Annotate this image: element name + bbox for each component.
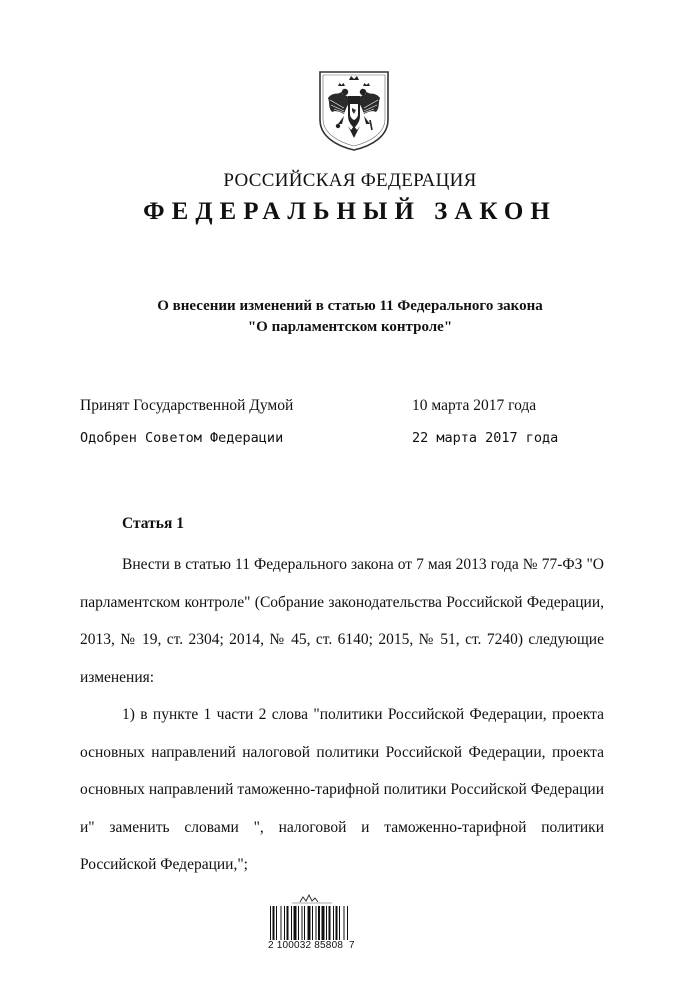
- duma-adoption-date: 10 марта 2017 года: [412, 397, 537, 414]
- barcode-number: 2 100032 85808 7: [268, 940, 355, 951]
- article-paragraph-2: 1) в пункте 1 части 2 слова "политики Российской Федерации, проекта основных направлений налоговой политики Российской Федерации, проекта основных направлений таможенно-тарифной политики Российской Федерации и" заменить словами ", налоговой и таможенно-тарифной политики Российской Федерации,";: [80, 706, 604, 873]
- barcode: [268, 894, 378, 954]
- document-type-heading: ФЕДЕРАЛЬНЫЙ ЗАКОН: [143, 198, 557, 225]
- article-body: [80, 546, 604, 884]
- council-approval-date: 22 марта 2017 года: [412, 430, 559, 446]
- adoption-row-duma: [80, 397, 640, 417]
- article-paragraph-1: Внести в статью 11 Федерального закона от 7 мая 2013 года № 77-ФЗ "О парламентском контроле" (Собрание законодательства Российской Федерации, 2013, № 19, ст. 2304; 2014, № 45, ст. 6140; 2015, № 51, ст. 7240) следующие изменения:: [80, 556, 604, 686]
- law-title-line-1: О внесении изменений в статью 11 Федерального закона: [157, 298, 543, 314]
- article-title: Статья 1: [122, 515, 184, 532]
- law-title-line-2: "О парламентском контроле": [247, 319, 453, 335]
- adoption-row-council: [80, 430, 640, 450]
- duma-adoption-label: Принят Государственной Думой: [80, 397, 294, 414]
- barcode-marks-icon: [282, 894, 342, 904]
- coat-of-arms-icon: [316, 68, 392, 152]
- country-header: РОССИЙСКАЯ ФЕДЕРАЦИЯ: [223, 170, 477, 191]
- council-approval-label: Одобрен Советом Федерации: [80, 430, 284, 446]
- barcode-bars-icon: [268, 906, 378, 940]
- law-title: [0, 296, 700, 338]
